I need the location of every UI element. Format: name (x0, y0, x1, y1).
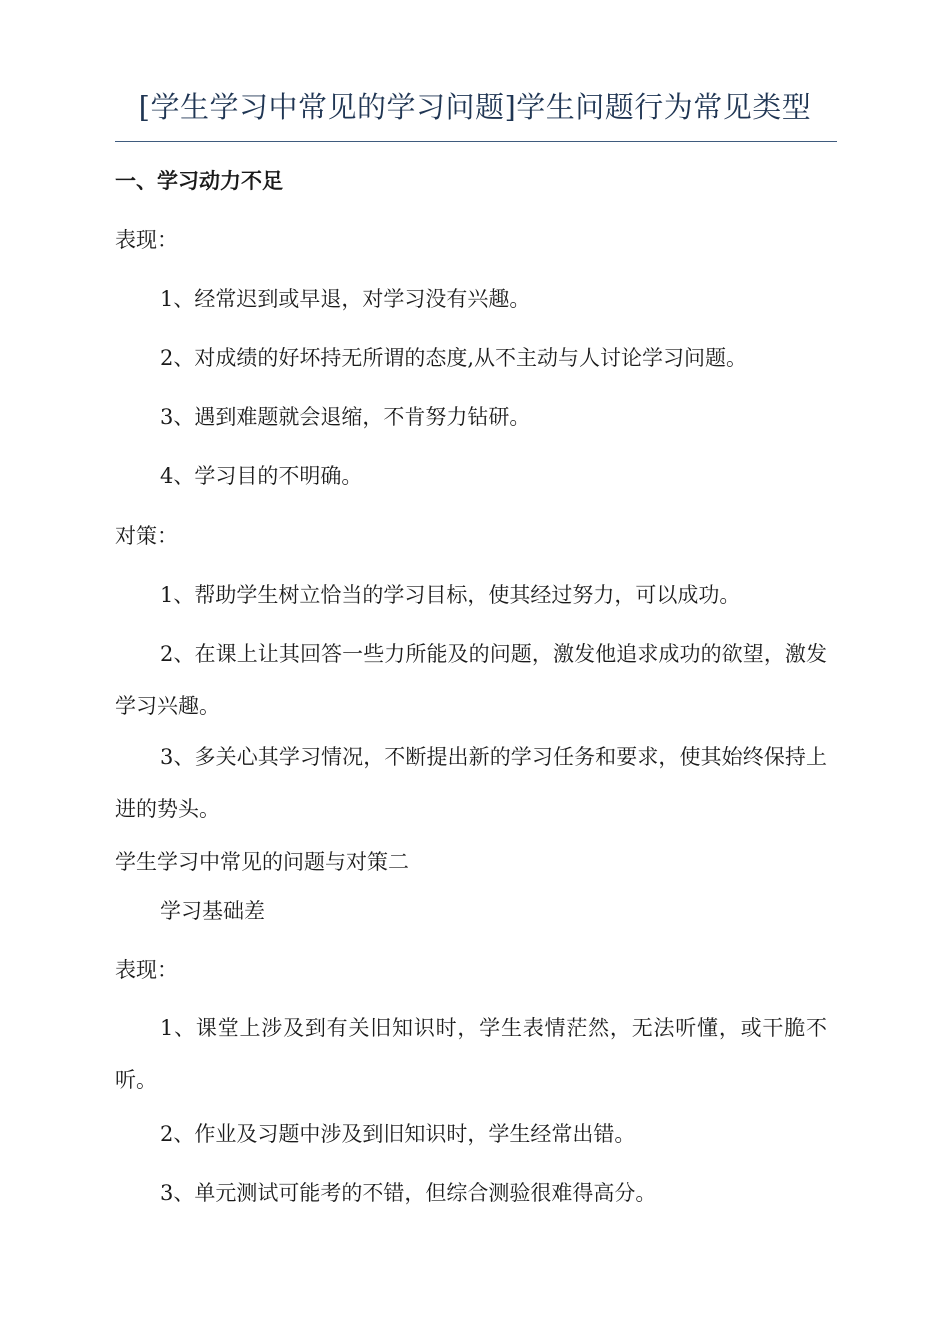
document-title: [学生学习中常见的学习问题]学生问题行为常见类型 (138, 90, 812, 124)
symptoms-label: 表现： (115, 958, 178, 982)
symptom-item: 3、单元测试可能考的不错，但综合测验很难得高分。 (160, 1181, 657, 1205)
symptom-item: 3、遇到难题就会退缩，不肯努力钻研。 (160, 405, 531, 429)
symptom-item: 1、经常迟到或早退，对学习没有兴趣。 (160, 287, 531, 311)
section-subheading: 学习基础差 (160, 899, 265, 923)
measures-label: 对策： (115, 524, 178, 548)
symptom-item: 2、作业及习题中涉及到旧知识时，学生经常出错。 (160, 1122, 636, 1146)
section-heading: 一、学习动力不足 (115, 169, 283, 193)
symptom-item: 4、学习目的不明确。 (160, 464, 363, 488)
section-heading: 学生学习中常见的问题与对策二 (115, 850, 409, 874)
symptom-item: 1、课堂上涉及到有关旧知识时，学生表情茫然，无法听懂，或干脆不听。 (115, 1016, 827, 1092)
measure-item: 1、帮助学生树立恰当的学习目标，使其经过努力，可以成功。 (160, 583, 741, 607)
measure-item: 3、多关心其学习情况，不断提出新的学习任务和要求，使其始终保持上进的势头。 (115, 745, 827, 821)
title-divider (115, 141, 837, 142)
symptom-item: 2、对成绩的好坏持无所谓的态度,从不主动与人讨论学习问题。 (160, 346, 748, 370)
measure-item: 2、在课上让其回答一些力所能及的问题，激发他追求成功的欲望，激发学习兴趣。 (115, 642, 827, 718)
symptoms-label: 表现： (115, 228, 178, 252)
